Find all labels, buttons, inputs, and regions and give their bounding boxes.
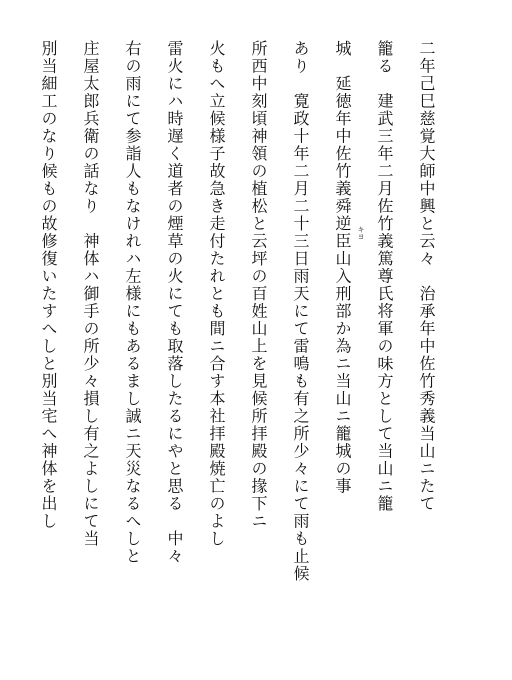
text-line-7: 雷火にハ時遅く道者の煙草の火にても取落したるにやと思る 中々: [165, 40, 184, 565]
text-line-8: 右の雨にて参詣人もなけれハ左様にもあるまし誠ニ天災なるへしと: [123, 40, 142, 565]
text-line-5: 所西中刻頃神領の植松と云坪の百姓山上を見候所拝殿の掾下ニ: [249, 40, 268, 530]
text-line-1: 二年己巳慈覚大師中興と云々 治承年中佐竹秀義当山ニたて: [417, 40, 436, 513]
text-line-4: あり 寛政十年二月二十三日雨天にて雷鳴も有之所少々にて雨も止候: [291, 40, 310, 583]
furigana-kiyo: キヨ: [357, 226, 365, 240]
text-line-10: 別当細工のなり候もの故修復いたすへしと別当宅へ神体を出し: [39, 40, 58, 530]
text-line-9: 庄屋太郎兵衛の話なり 神体ハ御手の所少々損し有之よしにて当: [81, 40, 100, 548]
text-line-6: 火もへ立候様子故急き走付たれとも間ニ合す本社拝殿焼亡のよし: [207, 40, 226, 548]
text-line-2: 籠る 建武三年二月佐竹義篤尊氏将軍の味方として当山ニ籠: [375, 40, 394, 513]
text-line-3: 城 延徳年中佐竹義舜逆臣山入刑部か為ニ当山ニ籠城の事: [333, 40, 352, 495]
